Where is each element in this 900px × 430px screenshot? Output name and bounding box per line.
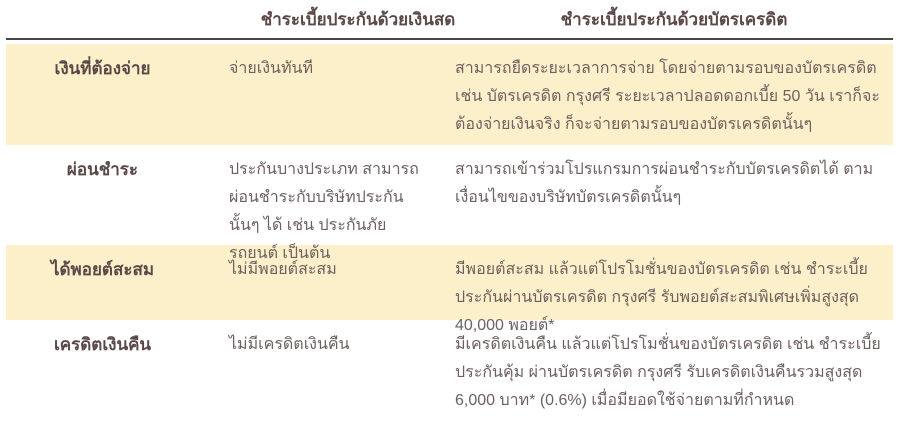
cash-cell: ไม่มีพอยต์สะสม bbox=[229, 261, 337, 278]
row-label: ได้พอยต์สะสม bbox=[50, 260, 155, 279]
cash-cell: จ่ายเงินทันที bbox=[229, 60, 313, 77]
column-header-cash: ชำระเบี้ยประกันด้วยเงินสด bbox=[260, 10, 456, 29]
credit-cell: มีพอยต์สะสม แล้วแต่โปรโมชั่นของบัตรเครดิต เช่น ชำระเบี้ยประกันผ่านบัตรเครดิต กรุงศรี รับพอยต์สะสมพิเศษเพิ่มสูงสุด 40,000 พอยต์* bbox=[455, 261, 868, 334]
credit-cell: สามารถยืดระยะเวลาการจ่าย โดยจ่ายตามรอบของบัตรเครดิต เช่น บัตรเครดิต กรุงศรี ระยะเวลาปลอดดอกเบี้ย 50 วัน เราก็จะต้องจ่ายเงินจริง ก็จะจ่ายตามรอบของบัตรเครดิตนั้นๆ bbox=[455, 60, 880, 133]
column-header-credit-card: ชำระเบี้ยประกันด้วยบัตรเครดิต bbox=[560, 10, 788, 29]
row-label: ผ่อนชำระ bbox=[66, 160, 139, 179]
cash-cell: ประกันบางประเภท สามารถผ่อนชำระกับบริษัทประกันนั้นๆ ได้ เช่น ประกันภัยรถยนต์ เป็นต้น bbox=[229, 161, 419, 262]
table-row bbox=[6, 245, 893, 334]
payment-comparison-table bbox=[6, 0, 893, 430]
row-label: เครดิตเงินคืน bbox=[53, 335, 152, 354]
credit-cell: มีเครดิตเงินคืน แล้วแต่โปรโมชั่นของบัตรเครดิต เช่น ชำระเบี้ยประกันคุ้ม ผ่านบัตรเครดิต กรุงศรี รับเครดิตเงินคืนรวมสูงสุด 6,000 บาท* (0.6%) เมื่อมียอดใช้จ่ายตามที่กำหนด bbox=[455, 336, 881, 409]
credit-cell: สามารถเข้าร่วมโปรแกรมการผ่อนชำระกับบัตรเครดิตได้ ตามเงื่อนไขของบริษัทบัตรเครดิตนั้นๆ bbox=[455, 161, 874, 206]
cash-cell: ไม่มีเครดิตเงินคืน bbox=[229, 336, 350, 353]
row-label: เงินที่ต้องจ่าย bbox=[54, 59, 151, 78]
table-row bbox=[6, 145, 893, 262]
table-header-row bbox=[6, 0, 893, 38]
column-header-empty bbox=[6, 33, 229, 38]
table-row bbox=[6, 44, 893, 145]
table-row bbox=[6, 320, 893, 430]
